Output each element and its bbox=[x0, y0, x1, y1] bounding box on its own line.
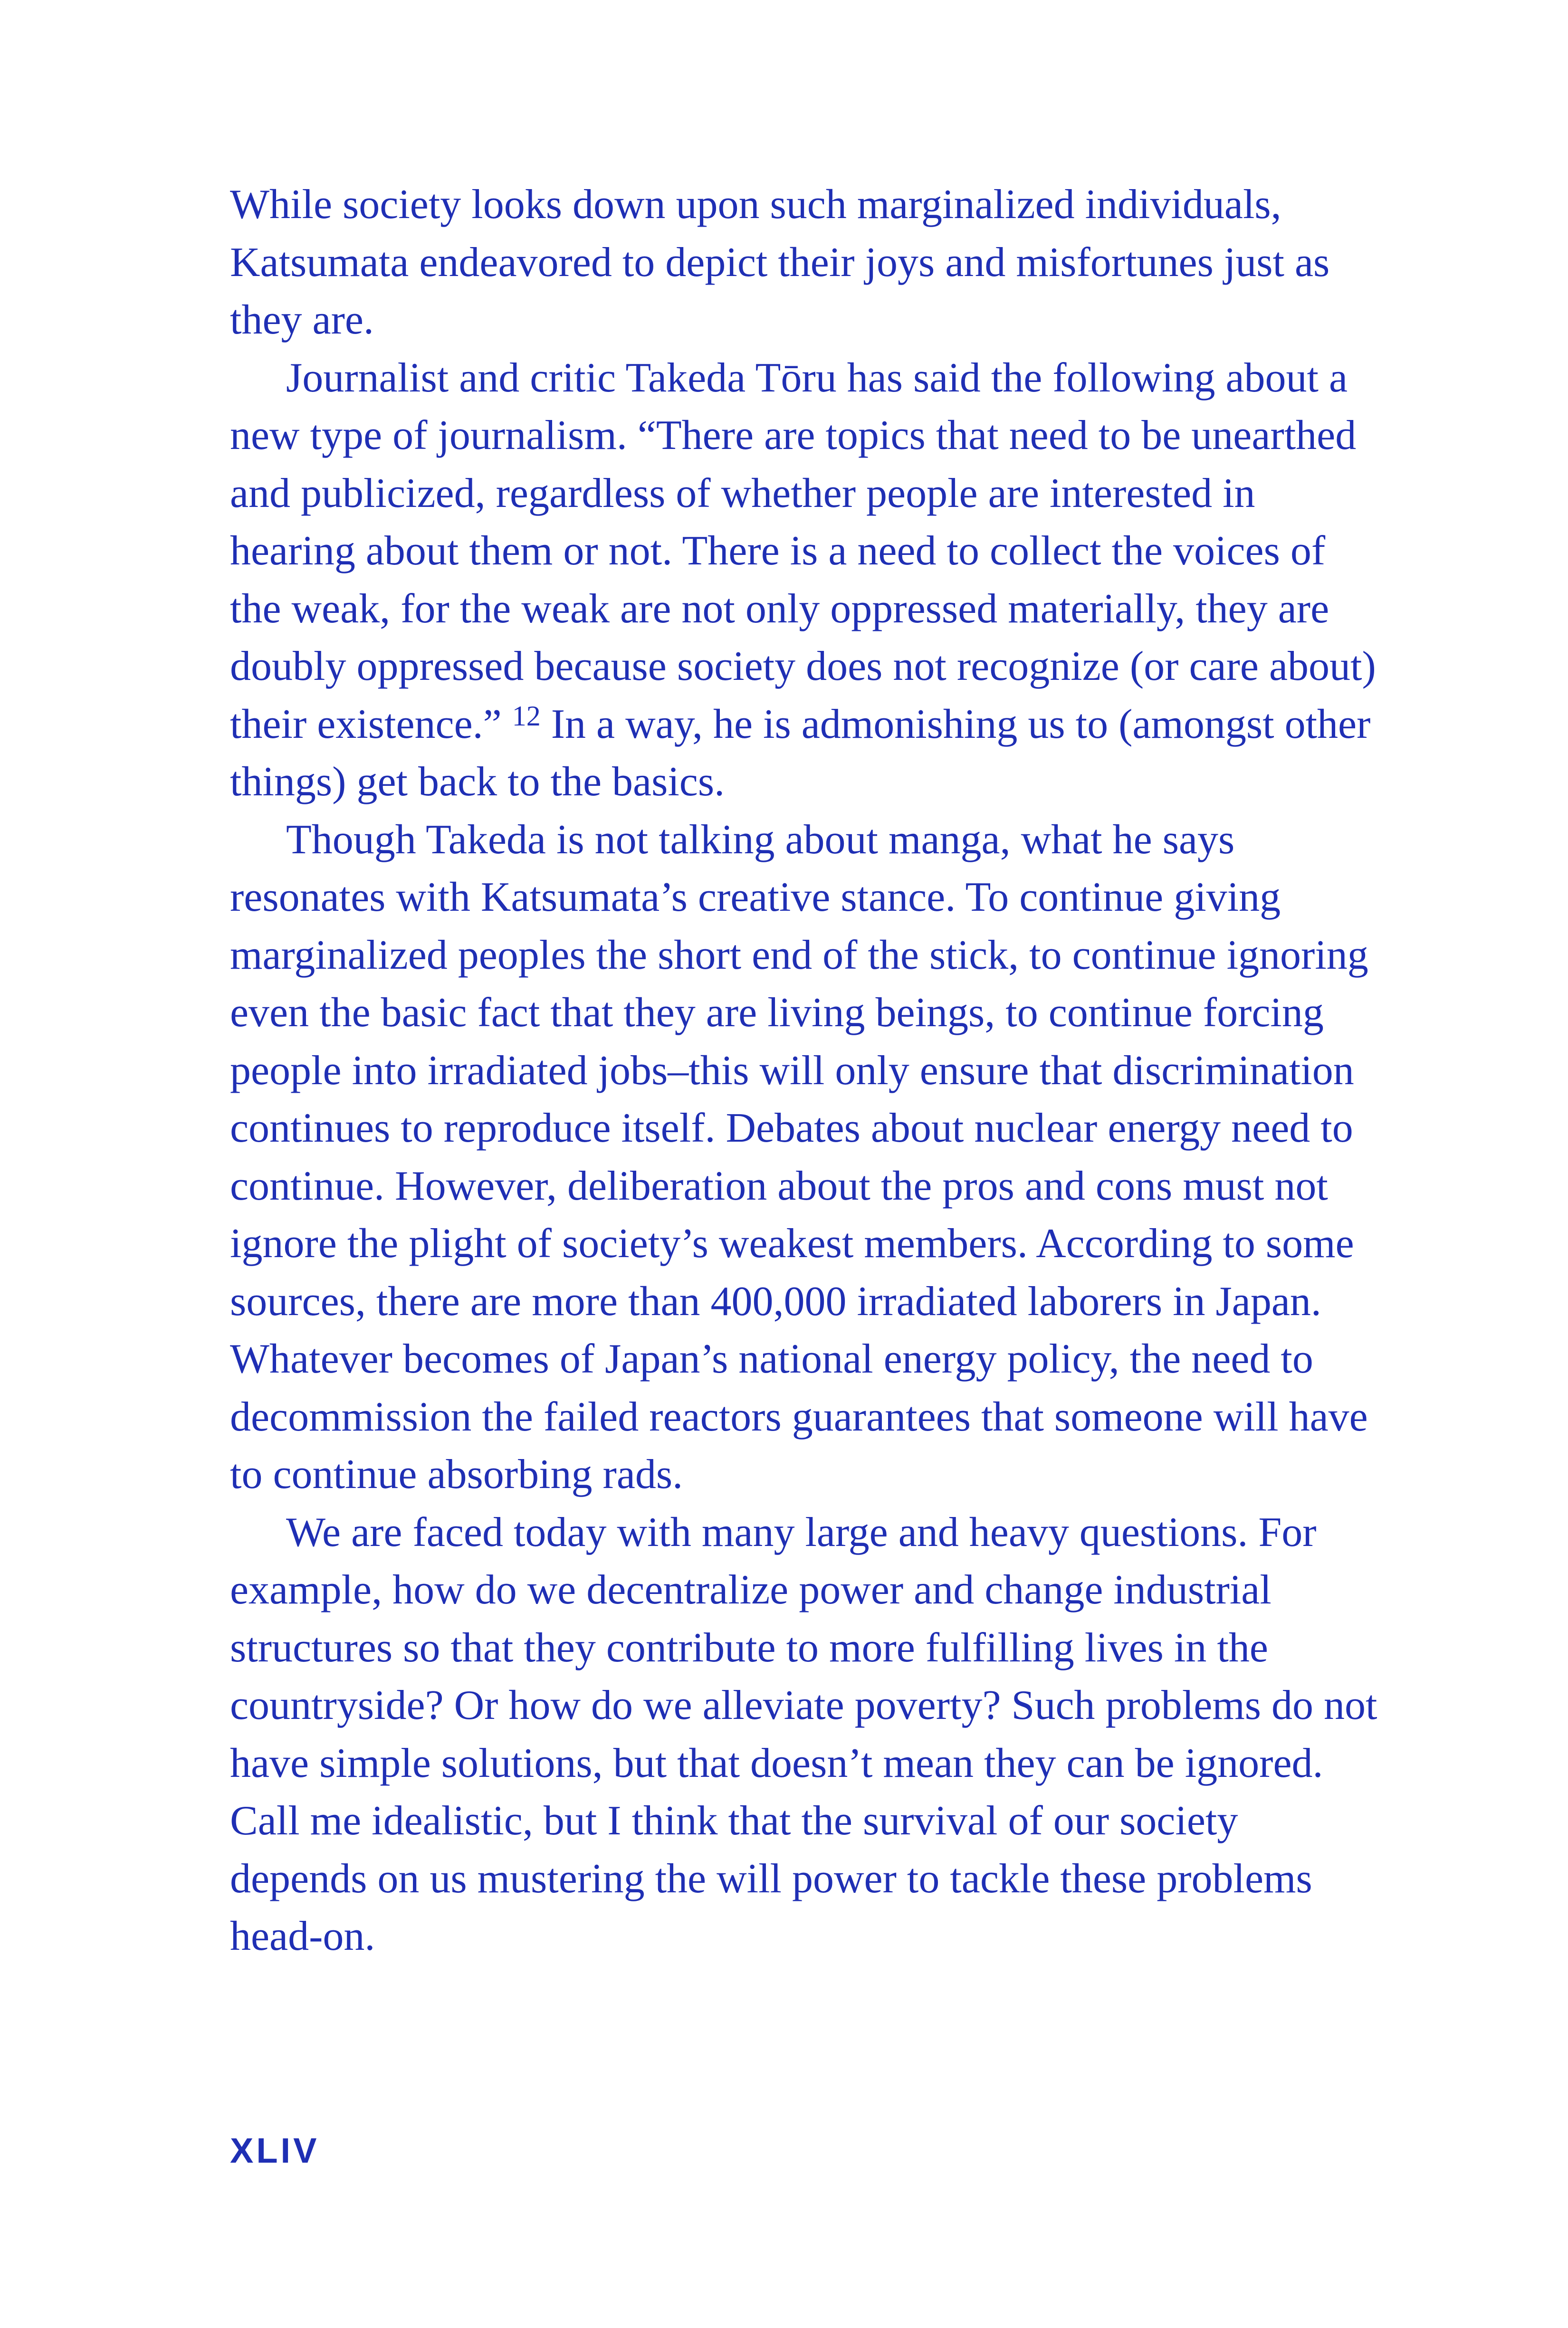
body-text bbox=[230, 176, 1385, 1965]
paragraph-1 bbox=[230, 176, 1385, 349]
paragraph-2-text: Journalist and critic Takeda Tōru has said the following about a new type of journalism. “There are topics that need to be unearthed and publicized, regardless of whether people are interested in hearing about them or not. There is a need to collect the voices of the weak, for the weak are not only oppressed materially, they are doubly oppressed because society does not recognize (or care about) their existence.” bbox=[230, 354, 1376, 747]
paragraph-3 bbox=[230, 811, 1385, 1504]
paragraph-4 bbox=[230, 1504, 1385, 1965]
paragraph-2 bbox=[230, 349, 1385, 811]
paragraph-2-tail: In a way, he is admonishing us to (amongst other things) get back to the basics. bbox=[230, 701, 1371, 805]
paragraph-4-text: We are faced today with many large and heavy questions. For example, how do we decentralize power and change industrial structures so that they contribute to more fulfilling lives in the countryside? Or how do we alleviate poverty? Such problems do not have simple solutions, but that doesn’t mean they can be ignored. Call me idealistic, but I think that the survival of our society depends on us mustering the will power to tackle these problems head-on. bbox=[230, 1509, 1377, 1959]
paragraph-3-text: Though Takeda is not talking about manga, what he says resonates with Katsumata’s creative stance. To continue giving marginalized peoples the short end of the stick, to continue ignoring even the basic fact that they are living beings, to continue forcing people into irradiated jobs–this will only ensure that discrimination continues to reproduce itself. Debates about nuclear energy need to continue. However, deliberation about the pros and cons must not ignore the plight of society’s weakest members. According to some sources, there are more than 400,000 irradiated laborers in Japan. Whatever becomes of Japan’s national energy policy, the need to decommission the failed reactors guarantees that someone will have to continue absorbing rads. bbox=[230, 816, 1368, 1498]
page-number: XLIV bbox=[230, 2131, 320, 2170]
paragraph-1-text: While society looks down upon such marginalized individuals, Katsumata endeavored to depict their joys and misfortunes just as they are. bbox=[230, 181, 1330, 343]
footnote-reference[interactable]: 12 bbox=[512, 700, 541, 732]
